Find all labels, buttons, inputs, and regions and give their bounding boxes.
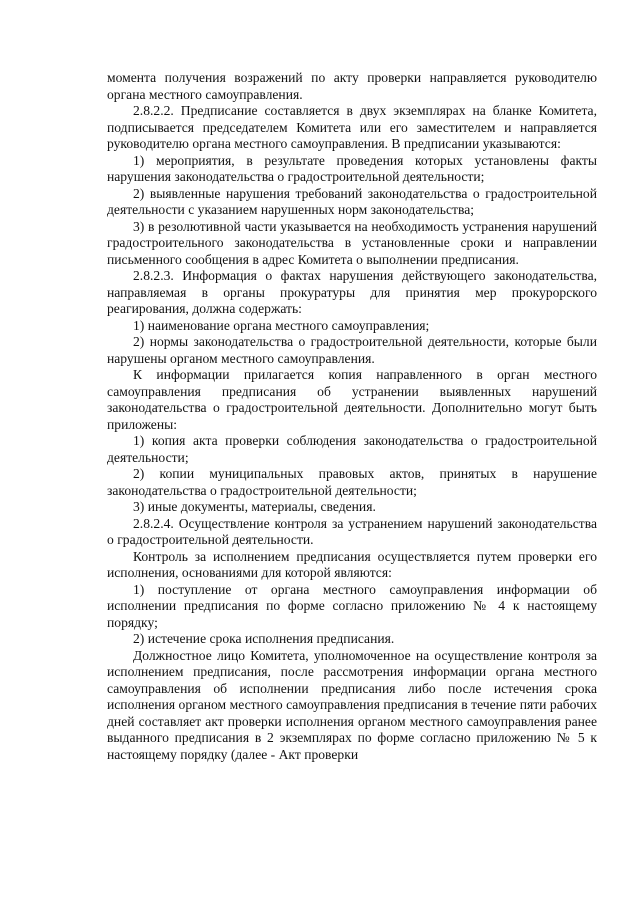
list-item: 1) мероприятия, в результате проведения которых установлены факты нарушения законодательства о градостроительной деятельности; bbox=[107, 152, 597, 184]
paragraph-2-8-2-2: 2.8.2.2. Предписание составляется в двух экземплярах на бланке Комитета, подписывается председателем Комитета или его заместителем и направляется руководителю органа местного самоуправления. В предписании указываются: bbox=[107, 103, 597, 151]
list-item: 1) поступление от органа местного самоуправления информации об исполнении предписания по форме согласно приложению № 4 к настоящему порядку; bbox=[107, 581, 597, 630]
paragraph: момента получения возражений по акту проверки направляется руководителю органа местного самоуправления. bbox=[107, 70, 597, 102]
paragraph-2-8-2-4: 2.8.2.4. Осуществление контроля за устранением нарушений законодательства о градостроительной деятельности. bbox=[107, 515, 597, 547]
paragraph: К информации прилагается копия направленного в орган местного самоуправления предписания об устранении выявленных нарушений законодательства о градостроительной деятельности. Дополнительно могут быть приложены: bbox=[107, 367, 597, 432]
list-item: 1) наименование органа местного самоуправления; bbox=[133, 317, 430, 333]
list-item: 2) нормы законодательства о градостроительной деятельности, которые были нарушены органом местного самоуправления. bbox=[107, 334, 597, 366]
list-item: 2) выявленные нарушения требований законодательства о градостроительной деятельности с указанием нарушенных норм законодательства; bbox=[107, 185, 597, 217]
paragraph: Должностное лицо Комитета, уполномоченное на осуществление контроля за исполнением предписания, после рассмотрения информации органа местного самоуправления об исполнении предписания либо после истечения срока исполнения органом местного самоуправления предписания в течение пяти рабочих дней составляет акт проверки исполнения органом местного самоуправления ранее выданного предписания в 2 экземплярах по форме согласно приложению № 5 к настоящему порядку (далее - Акт проверки bbox=[107, 647, 597, 762]
list-item: 2) копии муниципальных правовых актов, принятых в нарушение законодательства о градостроительной деятельности; bbox=[107, 466, 597, 498]
paragraph-2-8-2-3: 2.8.2.3. Информация о фактах нарушения действующего законодательства, направляемая в органы прокуратуры для принятия мер прокурорского реагирования, должна содержать: bbox=[107, 268, 597, 316]
list-item: 2) истечение срока исполнения предписания. bbox=[133, 631, 395, 646]
list-item: 3) иные документы, материалы, сведения. bbox=[133, 499, 376, 514]
document-page bbox=[107, 70, 597, 763]
list-item: 3) в резолютивной части указывается на необходимость устранения нарушений градостроительного законодательства в установленные сроки и направлении письменного сообщения в адрес Комитета о выполнении предписания. bbox=[107, 218, 597, 267]
paragraph: Контроль за исполнением предписания осуществляется путем проверки его исполнения, основаниями для которой являются: bbox=[107, 548, 597, 580]
list-item: 1) копия акта проверки соблюдения законодательства о градостроительной деятельности; bbox=[107, 433, 597, 465]
